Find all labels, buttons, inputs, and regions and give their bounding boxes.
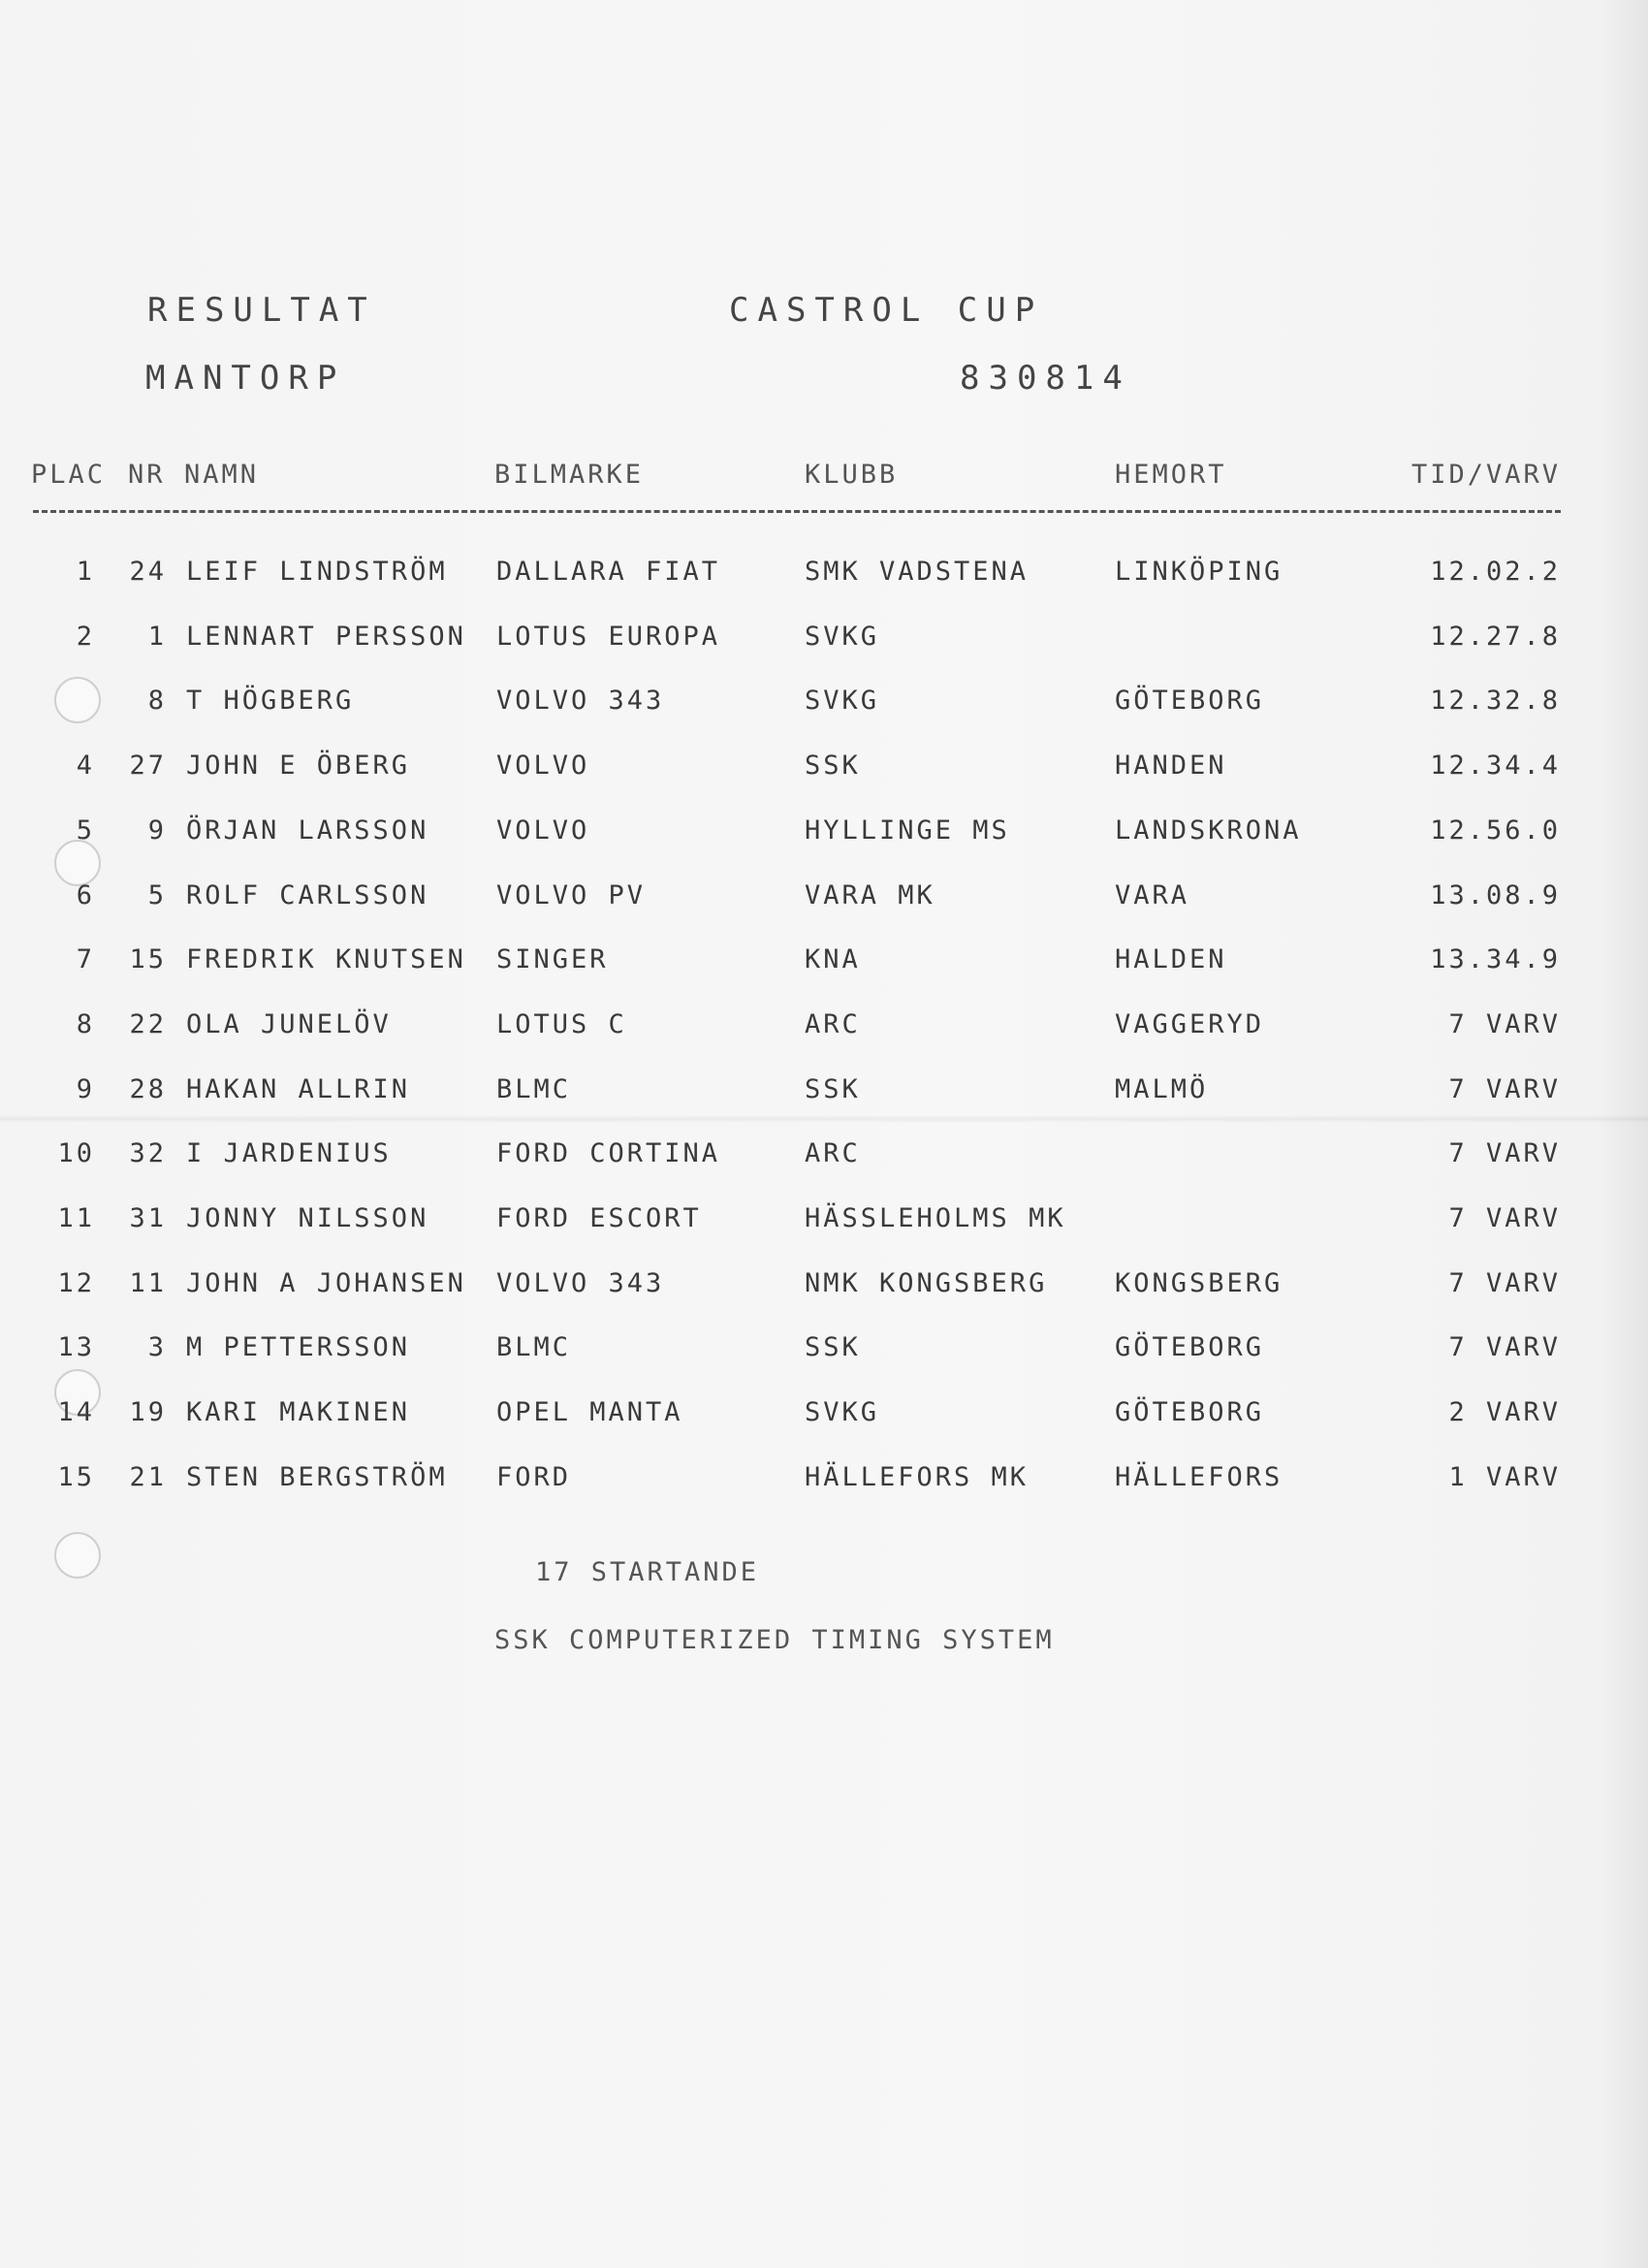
cell-tid: 12.56.0 bbox=[1430, 815, 1561, 846]
cell-plac: 10 bbox=[57, 1138, 95, 1168]
cell-namn: T HÖGBERG bbox=[186, 686, 355, 716]
cell-hemort: GÖTEBORG bbox=[1115, 1332, 1265, 1362]
col-klubb: KLUBB bbox=[805, 460, 899, 490]
timing-system: SSK COMPUTERIZED TIMING SYSTEM bbox=[494, 1625, 1055, 1655]
cell-plac: 11 bbox=[57, 1203, 95, 1233]
cell-tid: 7 VARV bbox=[1448, 1009, 1561, 1039]
cell-hemort: KONGSBERG bbox=[1115, 1268, 1284, 1298]
col-nr: NR bbox=[128, 460, 166, 490]
punch-hole bbox=[54, 840, 101, 886]
cell-namn: I JARDENIUS bbox=[186, 1138, 392, 1168]
cell-bilmarke: FORD bbox=[496, 1462, 572, 1492]
cell-klubb: SSK bbox=[805, 1332, 861, 1362]
punch-hole bbox=[54, 1532, 101, 1579]
cell-namn: M PETTERSSON bbox=[186, 1332, 411, 1362]
cell-hemort: LINKÖPING bbox=[1115, 557, 1284, 587]
cell-hemort: MALMÖ bbox=[1115, 1074, 1209, 1104]
cell-hemort: HÄLLEFORS bbox=[1115, 1462, 1284, 1492]
cell-klubb: KNA bbox=[805, 944, 861, 974]
cell-plac: 15 bbox=[57, 1462, 95, 1492]
cell-namn: LENNART PERSSON bbox=[186, 622, 466, 652]
cell-namn: JOHN E ÖBERG bbox=[186, 751, 411, 781]
cell-namn: JOHN A JOHANSEN bbox=[186, 1268, 466, 1298]
cell-plac: 14 bbox=[57, 1397, 95, 1427]
cell-hemort: HANDEN bbox=[1115, 751, 1227, 781]
cell-tid: 1 VARV bbox=[1448, 1462, 1561, 1492]
cell-klubb: SVKG bbox=[805, 622, 880, 652]
col-hemort: HEMORT bbox=[1115, 460, 1227, 490]
cell-bilmarke: VOLVO bbox=[496, 751, 590, 781]
cell-nr: 27 bbox=[129, 751, 167, 781]
cell-bilmarke: SINGER bbox=[496, 944, 609, 974]
cell-klubb: SVKG bbox=[805, 1397, 880, 1427]
cell-nr: 24 bbox=[129, 557, 167, 587]
title-left: RESULTAT bbox=[147, 291, 376, 330]
cell-nr: 15 bbox=[129, 944, 167, 974]
col-tid: TID/VARV bbox=[1410, 460, 1561, 490]
cell-klubb: SSK bbox=[805, 1074, 861, 1104]
cell-klubb: VARA MK bbox=[805, 880, 935, 910]
cell-plac: 2 bbox=[76, 622, 95, 652]
cell-tid: 12.27.8 bbox=[1430, 622, 1561, 652]
header-rule bbox=[33, 510, 1561, 513]
cell-klubb: ARC bbox=[805, 1138, 861, 1168]
cell-namn: FREDRIK KNUTSEN bbox=[186, 944, 466, 974]
cell-plac: 6 bbox=[76, 880, 95, 910]
cell-nr: 32 bbox=[129, 1138, 167, 1168]
cell-hemort: HALDEN bbox=[1115, 944, 1227, 974]
cell-plac: 13 bbox=[57, 1332, 95, 1362]
cell-klubb: HÄSSLEHOLMS MK bbox=[805, 1203, 1066, 1233]
cell-nr: 5 bbox=[147, 880, 167, 910]
cell-plac: 12 bbox=[57, 1268, 95, 1298]
cell-klubb: NMK KONGSBERG bbox=[805, 1268, 1048, 1298]
cell-nr: 28 bbox=[129, 1074, 167, 1104]
cell-tid: 7 VARV bbox=[1448, 1203, 1561, 1233]
cell-namn: KARI MAKINEN bbox=[186, 1397, 411, 1427]
cell-bilmarke: VOLVO PV bbox=[496, 880, 647, 910]
cell-nr: 8 bbox=[147, 686, 167, 716]
cell-hemort: GÖTEBORG bbox=[1115, 1397, 1265, 1427]
cell-namn: LEIF LINDSTRÖM bbox=[186, 557, 448, 587]
cell-klubb: HYLLINGE MS bbox=[805, 815, 1010, 846]
cell-namn: OLA JUNELÖV bbox=[186, 1009, 392, 1039]
cell-bilmarke: VOLVO 343 bbox=[496, 1268, 665, 1298]
cell-tid: 12.34.4 bbox=[1430, 751, 1561, 781]
cell-plac: 9 bbox=[76, 1074, 95, 1104]
col-plac: PLAC bbox=[31, 460, 107, 490]
cell-namn: STEN BERGSTRÖM bbox=[186, 1462, 448, 1492]
cell-nr: 1 bbox=[147, 622, 167, 652]
title-center: CASTROL CUP bbox=[729, 291, 1044, 330]
paper-fold bbox=[0, 1115, 1648, 1123]
event-date: 830814 bbox=[960, 359, 1131, 398]
cell-namn: HAKAN ALLRIN bbox=[186, 1074, 411, 1104]
col-namn: NAMN bbox=[184, 460, 260, 490]
cell-tid: 12.02.2 bbox=[1430, 557, 1561, 587]
punch-hole bbox=[54, 677, 101, 723]
cell-nr: 21 bbox=[129, 1462, 167, 1492]
cell-tid: 7 VARV bbox=[1448, 1268, 1561, 1298]
cell-hemort: LANDSKRONA bbox=[1115, 815, 1302, 846]
cell-bilmarke: LOTUS EUROPA bbox=[496, 622, 721, 652]
cell-nr: 9 bbox=[147, 815, 167, 846]
cell-tid: 13.08.9 bbox=[1430, 880, 1561, 910]
cell-hemort: GÖTEBORG bbox=[1115, 686, 1265, 716]
cell-bilmarke: BLMC bbox=[496, 1332, 572, 1362]
cell-nr: 31 bbox=[129, 1203, 167, 1233]
cell-bilmarke: LOTUS C bbox=[496, 1009, 627, 1039]
cell-plac: 7 bbox=[76, 944, 95, 974]
cell-bilmarke: BLMC bbox=[496, 1074, 572, 1104]
cell-tid: 12.32.8 bbox=[1430, 686, 1561, 716]
starters-count: 17 STARTANDE bbox=[535, 1557, 760, 1587]
cell-tid: 13.34.9 bbox=[1430, 944, 1561, 974]
cell-hemort: VARA bbox=[1115, 880, 1190, 910]
cell-bilmarke: VOLVO 343 bbox=[496, 686, 665, 716]
cell-nr: 22 bbox=[129, 1009, 167, 1039]
cell-namn: ÖRJAN LARSSON bbox=[186, 815, 429, 846]
cell-tid: 7 VARV bbox=[1448, 1332, 1561, 1362]
cell-klubb: SVKG bbox=[805, 686, 880, 716]
cell-namn: JONNY NILSSON bbox=[186, 1203, 429, 1233]
cell-plac: 8 bbox=[76, 1009, 95, 1039]
col-bilmarke: BILMARKE bbox=[494, 460, 645, 490]
cell-klubb: SMK VADSTENA bbox=[805, 557, 1030, 587]
location: MANTORP bbox=[145, 359, 346, 398]
cell-plac: 1 bbox=[76, 557, 95, 587]
cell-namn: ROLF CARLSSON bbox=[186, 880, 429, 910]
cell-plac: 5 bbox=[76, 815, 95, 846]
cell-bilmarke: FORD ESCORT bbox=[496, 1203, 702, 1233]
cell-nr: 11 bbox=[129, 1268, 167, 1298]
cell-hemort: VAGGERYD bbox=[1115, 1009, 1265, 1039]
cell-bilmarke: VOLVO bbox=[496, 815, 590, 846]
cell-klubb: SSK bbox=[805, 751, 861, 781]
cell-bilmarke: OPEL MANTA bbox=[496, 1397, 683, 1427]
cell-tid: 2 VARV bbox=[1448, 1397, 1561, 1427]
cell-klubb: ARC bbox=[805, 1009, 861, 1039]
cell-nr: 3 bbox=[147, 1332, 167, 1362]
cell-bilmarke: DALLARA FIAT bbox=[496, 557, 721, 587]
cell-klubb: HÄLLEFORS MK bbox=[805, 1462, 1030, 1492]
cell-tid: 7 VARV bbox=[1448, 1074, 1561, 1104]
cell-plac: 4 bbox=[76, 751, 95, 781]
cell-bilmarke: FORD CORTINA bbox=[496, 1138, 721, 1168]
cell-nr: 19 bbox=[129, 1397, 167, 1427]
cell-tid: 7 VARV bbox=[1448, 1138, 1561, 1168]
